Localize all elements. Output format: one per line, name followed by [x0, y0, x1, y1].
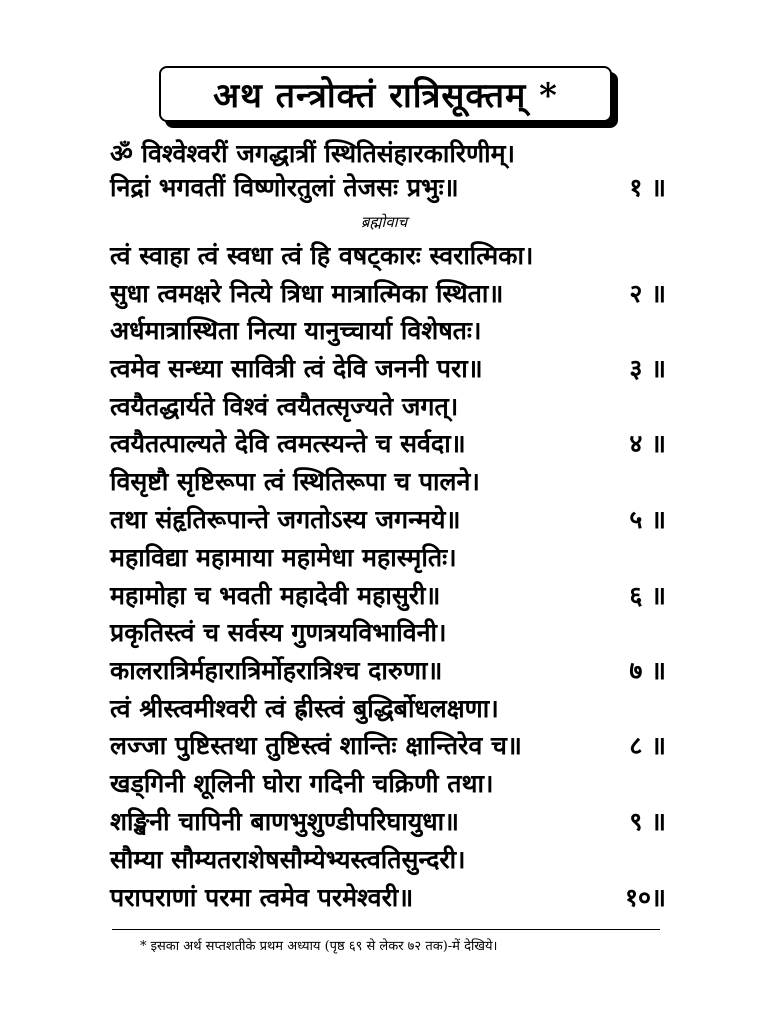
- verse-text: परापराणां परमा त्वमेव परमेश्वरी॥: [110, 883, 414, 912]
- verse-line: [110, 883, 670, 913]
- verse-text: त्वयैतद्धार्यते विश्वं त्वयैतत्सृज्यते जगत्।: [110, 392, 459, 421]
- verse-text: अर्धमात्रास्थिता नित्या यानुच्चार्या विशेषतः।: [110, 316, 482, 345]
- verse-line: [110, 279, 670, 309]
- footnote: * इसका अर्थ सप्तशतीके प्रथम अध्याय (पृष्ठ ६९ से लेकर ७२ तक)-में देखिये।: [140, 939, 498, 954]
- verse-text: शङ्खिनी चापिनी बाणभुशुण्डीपरिघायुधा॥: [110, 807, 460, 836]
- verse-line: [110, 392, 670, 422]
- verse-line: [110, 807, 670, 837]
- verse-line: [110, 354, 670, 384]
- footnote-divider: [112, 929, 660, 930]
- verse-text: तथा संहृतिरूपान्ते जगतोऽस्य जगन्मये॥: [110, 505, 461, 534]
- verse-number: १०॥: [625, 883, 666, 912]
- verse-number: ६ ॥: [629, 581, 666, 610]
- verse-text: त्वं स्वाहा त्वं स्वधा त्वं हि वषट्कारः स्वरात्मिका।: [110, 241, 534, 270]
- verse-line: [110, 316, 670, 346]
- verse-number: ९ ॥: [629, 807, 666, 836]
- verse-line: [110, 429, 670, 459]
- verse-line: [110, 241, 670, 271]
- verse-line: [110, 173, 670, 203]
- verse-number: ८ ॥: [629, 731, 666, 760]
- verse-line: [110, 618, 670, 648]
- verse-number: २ ॥: [629, 279, 666, 308]
- verse-text: त्वयैतत्पाल्यते देवि त्वमत्स्यन्ते च सर्वदा॥: [110, 429, 466, 458]
- verse-text: महामोहा च भवती महादेवी महासुरी॥: [110, 581, 441, 610]
- verse-text: सुधा त्वमक्षरे नित्ये त्रिधा मात्रात्मिका स्थिता॥: [110, 279, 504, 308]
- verse-line: [110, 656, 670, 686]
- verse-text: लज्जा पुष्टिस्तथा तुष्टिस्त्वं शान्तिः क्षान्तिरेव च॥: [110, 731, 522, 760]
- verse-line: [110, 467, 670, 497]
- verse-text: कालरात्रिर्महारात्रिर्मोहरात्रिश्च दारुणा॥: [110, 656, 443, 685]
- section-heading: ब्रह्मोवाच: [360, 213, 408, 231]
- verse-line: [110, 845, 670, 875]
- verse-line: [110, 731, 670, 761]
- verse-text: त्वमेव सन्ध्या सावित्री त्वं देवि जननी परा॥: [110, 354, 483, 383]
- verse-line: [110, 505, 670, 535]
- verse-number: ५ ॥: [629, 505, 666, 534]
- verse-number: ७ ॥: [629, 656, 666, 685]
- verse-text: त्वं श्रीस्त्वमीश्वरी त्वं ह्रीस्त्वं बुद्धिर्बोधलक्षणा।: [110, 694, 499, 723]
- page-title: अथ तन्त्रोक्तं रात्रिसूक्तम् *: [213, 76, 558, 116]
- verse-text: ॐ विश्वेश्वरीं जगद्धात्रीं स्थितिसंहारकारिणीम्।: [110, 139, 516, 168]
- verse-text: सौम्या सौम्यतराशेषसौम्येभ्यस्त्वतिसुन्दरी।: [110, 845, 466, 874]
- verse-number: १ ॥: [629, 173, 666, 202]
- title-box: [159, 66, 612, 122]
- verse-text: खड्गिनी शूलिनी घोरा गदिनी चक्रिणी तथा।: [110, 769, 494, 798]
- verse-line: [110, 694, 670, 724]
- verse-text: निद्रां भगवतीं विष्णोरतुलां तेजसः प्रभुः॥: [110, 173, 459, 202]
- verse-text: विसृष्टौ सृष्टिरूपा त्वं स्थितिरूपा च पालने।: [110, 467, 480, 496]
- verse-text: प्रकृतिस्त्वं च सर्वस्य गुणत्रयविभाविनी।: [110, 618, 447, 647]
- verse-line: [110, 139, 670, 169]
- verse-line: [110, 769, 670, 799]
- verse-line: [110, 581, 670, 611]
- verse-number: ४ ॥: [629, 429, 666, 458]
- verse-number: ३ ॥: [629, 354, 666, 383]
- verse-text: महाविद्या महामाया महामेधा महास्मृतिः।: [110, 543, 457, 572]
- verse-line: [110, 543, 670, 573]
